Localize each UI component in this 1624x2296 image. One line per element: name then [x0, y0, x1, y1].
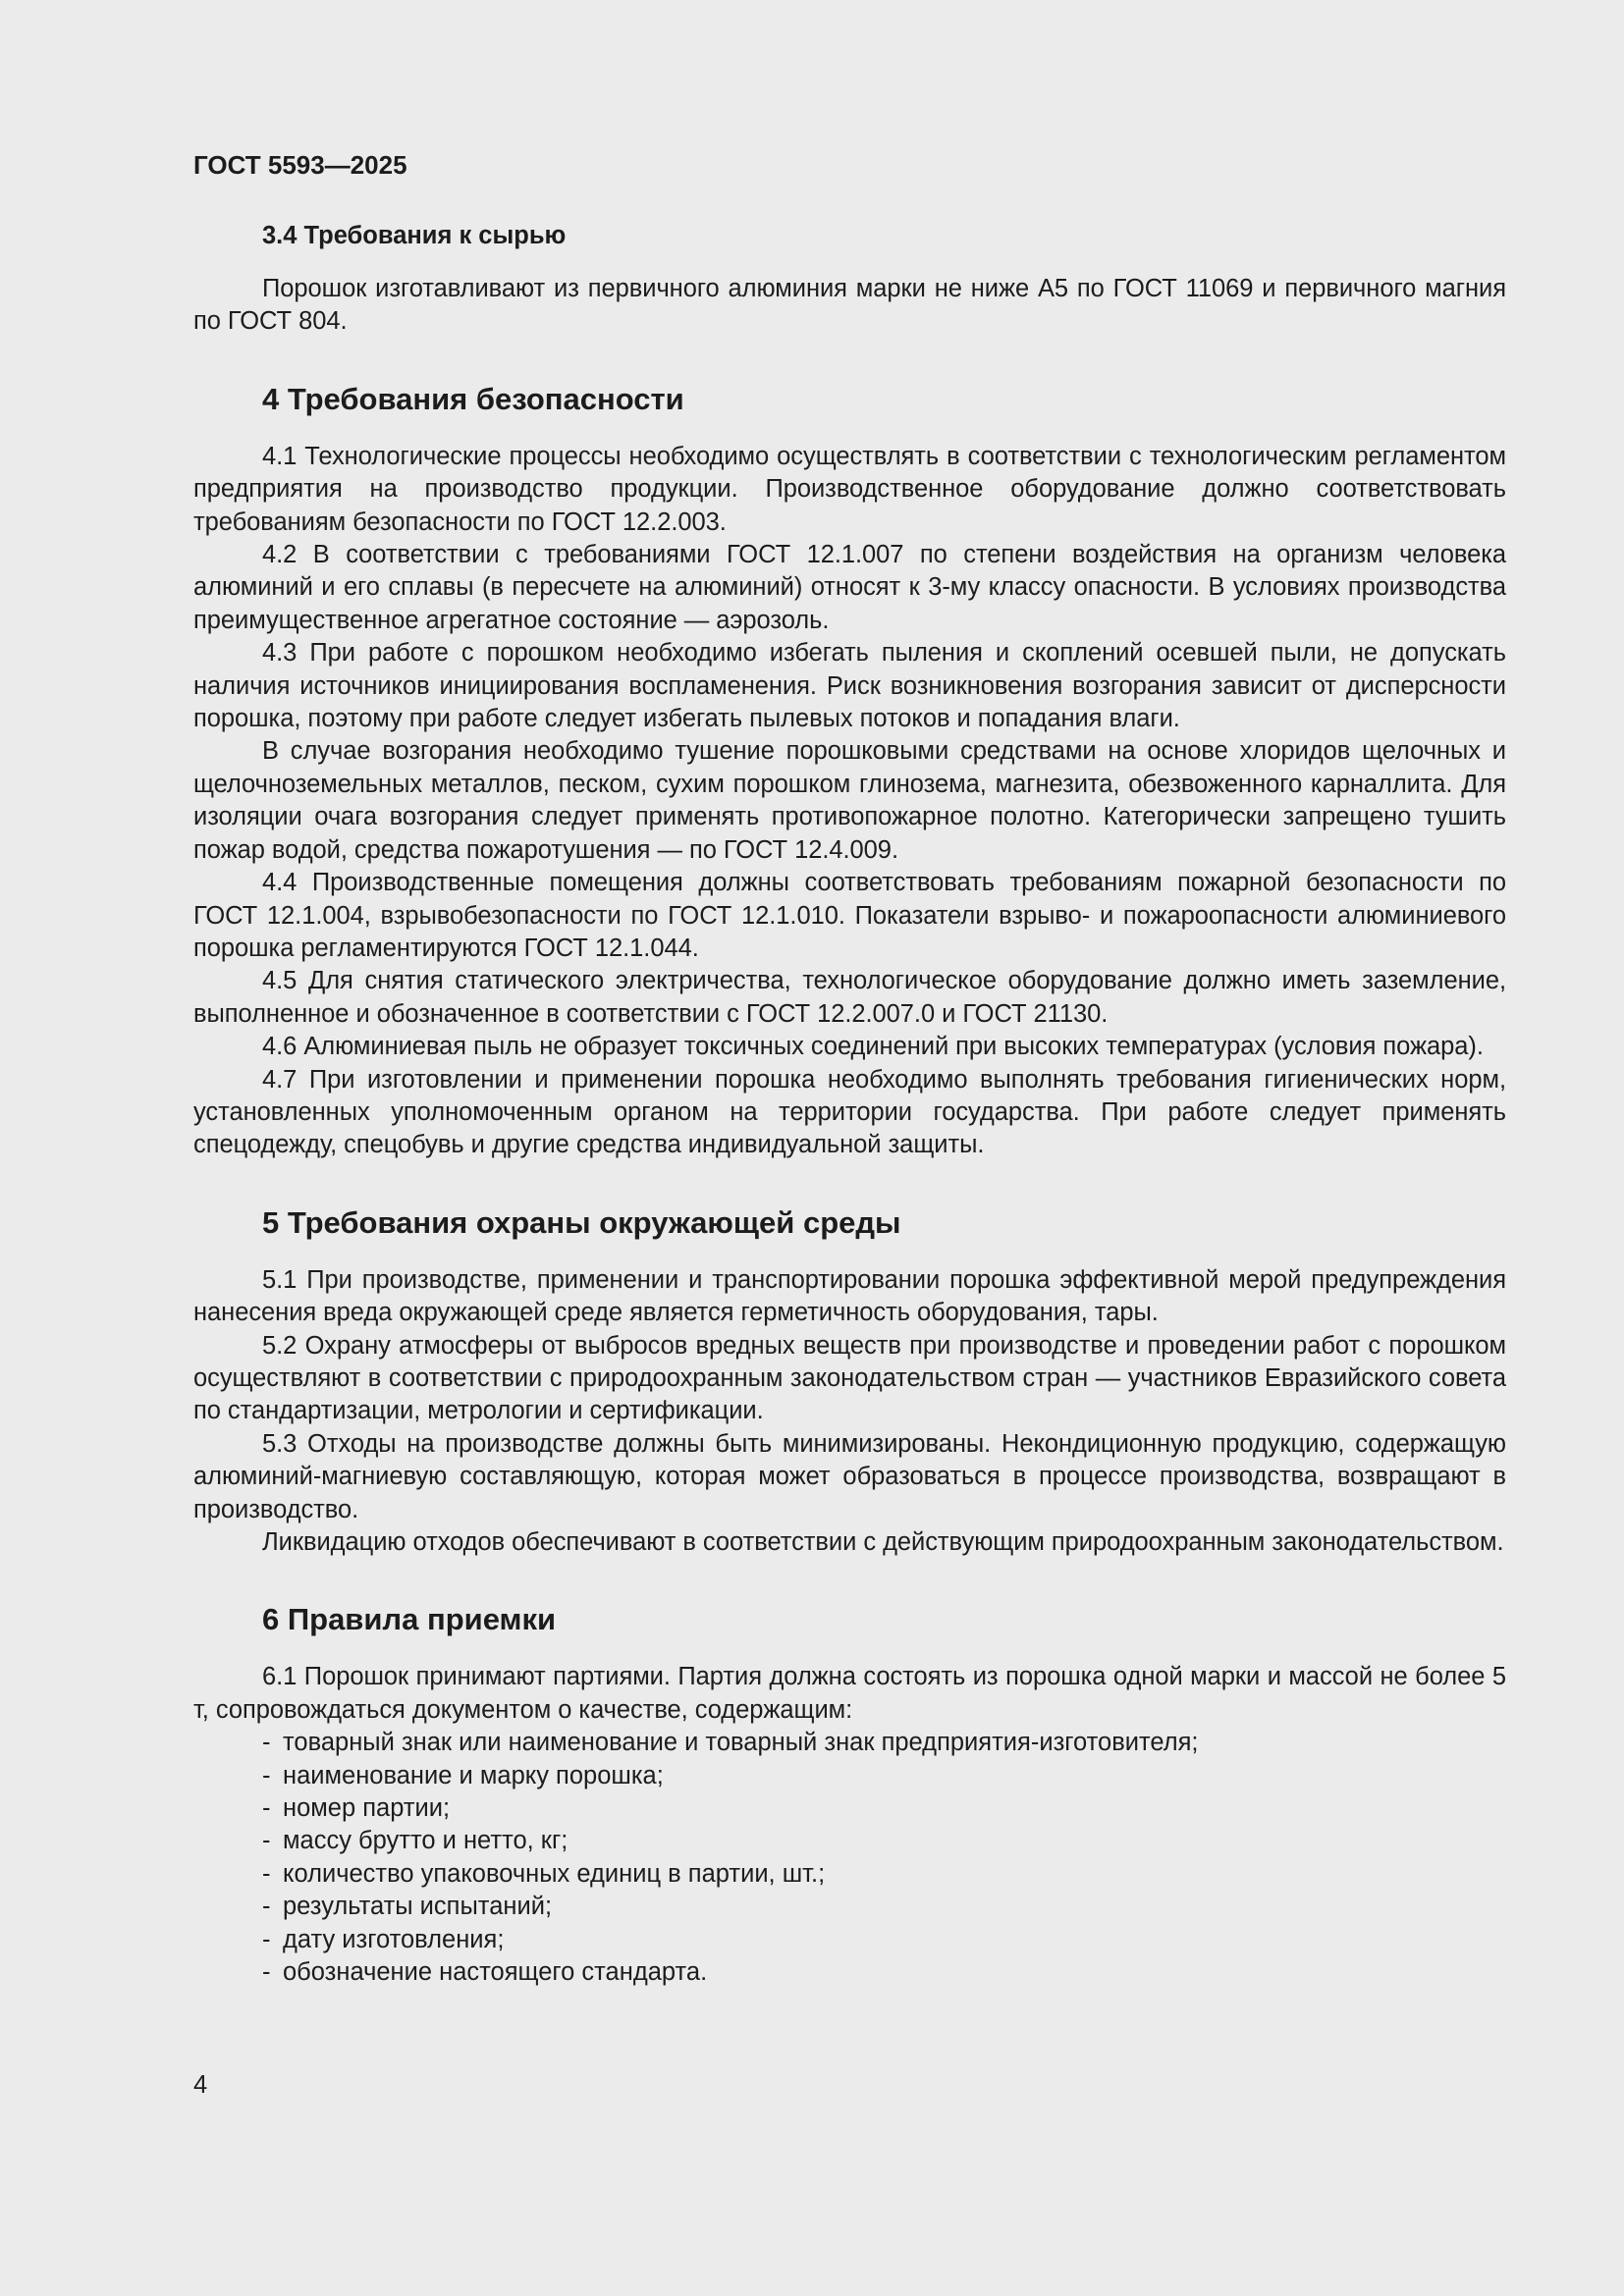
list-dash: -	[262, 1761, 271, 1789]
section-4-title: 4 Требования безопасности	[262, 381, 684, 416]
section-6-acceptance	[193, 1598, 1506, 1989]
list-item: - номер партии;	[193, 1792, 1506, 1825]
paragraph-5-3-waste: Ликвидацию отходов обеспечивают в соответствии с действующим природоохранным законодательством.	[262, 1528, 1504, 1556]
section-5-environment	[193, 1201, 1506, 1560]
list-item: - массу брутто и нетто, кг;	[193, 1825, 1506, 1857]
list-item: - обозначение настоящего стандарта.	[193, 1956, 1506, 1989]
list-item: - результаты испытаний;	[193, 1891, 1506, 1923]
paragraph-4-7: 4.7 При изготовлении и применении порошка необходимо выполнять требования гигиенических норм, установленных уполномоченным органом на территории государства. При работе следует применять спецодежду, спецобувь и другие средства индивидуальной защиты.	[193, 1065, 1506, 1159]
paragraph-5-2: 5.2 Охрану атмосферы от выбросов вредных веществ при производстве и проведении работ с порошком осуществляют в соответствии с природоохранным законодательством стран — участников Евразийского совета по стандартизации, метрологии и сертификации.	[193, 1331, 1506, 1425]
section-3-4	[193, 216, 1506, 339]
list-dash: -	[262, 1729, 271, 1757]
paragraph-4-6: 4.6 Алюминиевая пыль не образует токсичных соединений при высоких температурах (условия пожара).	[262, 1033, 1484, 1061]
paragraph-4-4: 4.4 Производственные помещения должны соответствовать требованиям пожарной безопасности по ГОСТ 12.1.004, взрывобезопасности по ГОСТ 12.1.010. Показатели взрыво- и пожароопасности алюминиевого порошка регламентируются ГОСТ 12.1.044.	[193, 869, 1506, 962]
section-4-safety	[193, 378, 1506, 1162]
paragraph-4-2: 4.2 В соответствии с требованиями ГОСТ 12.1.007 по степени воздействия на организм человека алюминий и его сплавы (в пересчете на алюминий) относят к 3-му классу опасности. В условиях производства преимущественное агрегатное состояние — аэрозоль.	[193, 541, 1506, 634]
page-number: 4	[193, 2071, 208, 2099]
section-6-title: 6 Правила приемки	[262, 1602, 557, 1637]
list-dash: -	[262, 1859, 271, 1888]
list-item: - товарный знак или наименование и товарный знак предприятия-изготовителя;	[193, 1727, 1506, 1759]
paragraph-4-5: 4.5 Для снятия статического электричества, технологическое оборудование должно иметь заземление, выполненное и обозначенное в соответствии с ГОСТ 12.2.007.0 и ГОСТ 21130.	[193, 967, 1506, 1028]
quality-document-contents-list	[193, 1727, 1506, 1989]
section-5-title: 5 Требования охраны окружающей среды	[262, 1204, 901, 1240]
document-code-header: ГОСТ 5593—2025	[193, 150, 407, 180]
paragraph-4-1: 4.1 Технологические процессы необходимо осуществлять в соответствии с технологическим регламентом предприятия на производство продукции. Производственное оборудование должно соответствовать требованиям безопасности по ГОСТ 12.2.003.	[193, 442, 1506, 536]
document-page	[193, 145, 1506, 1989]
list-dash: -	[262, 1794, 271, 1823]
list-dash: -	[262, 1958, 271, 1987]
list-dash: -	[262, 1925, 271, 1953]
paragraph-5-3: 5.3 Отходы на производстве должны быть минимизированы. Некондиционную продукцию, содержащую алюминий-магниевую составляющую, которая может образоваться в процессе производства, возвращают в производство.	[193, 1429, 1506, 1523]
list-dash: -	[262, 1827, 271, 1855]
list-item: - количество упаковочных единиц в партии, шт.;	[193, 1858, 1506, 1891]
list-item: - дату изготовления;	[193, 1924, 1506, 1956]
paragraph-4-3: 4.3 При работе с порошком необходимо избегать пыления и скоплений осевшей пыли, не допускать наличия источников инициирования воспламенения. Риск возникновения возгорания зависит от дисперсности порошка, поэтому при работе следует избегать пылевых потоков и попадания влаги.	[193, 639, 1506, 733]
list-dash: -	[262, 1893, 271, 1921]
paragraph: Порошок изготавливают из первичного алюминия марки не ниже А5 по ГОСТ 11069 и первичного магния по ГОСТ 804.	[193, 275, 1506, 336]
paragraph-4-3-fire: В случае возгорания необходимо тушение порошковыми средствами на основе хлоридов щелочных и щелочноземельных металлов, песком, сухим порошком глинозема, магнезита, обезвоженного карналлита. Для изоляции очага возгорания следует применять противопожарное полотно. Категорически запрещено тушить пожар водой, средства пожаротушения — по ГОСТ 12.4.009.	[193, 737, 1506, 864]
paragraph-5-1: 5.1 При производстве, применении и транспортировании порошка эффективной мерой предупреждения нанесения вреда окружающей среде является герметичность оборудования, тары.	[193, 1265, 1506, 1327]
paragraph-6-1: 6.1 Порошок принимают партиями. Партия должна состоять из порошка одной марки и массой не более 5 т, сопровождаться документом о качестве, содержащим:	[193, 1663, 1506, 1724]
list-item: - наименование и марку порошка;	[193, 1760, 1506, 1792]
section-3-4-title: 3.4 Требования к сырью	[262, 222, 567, 249]
